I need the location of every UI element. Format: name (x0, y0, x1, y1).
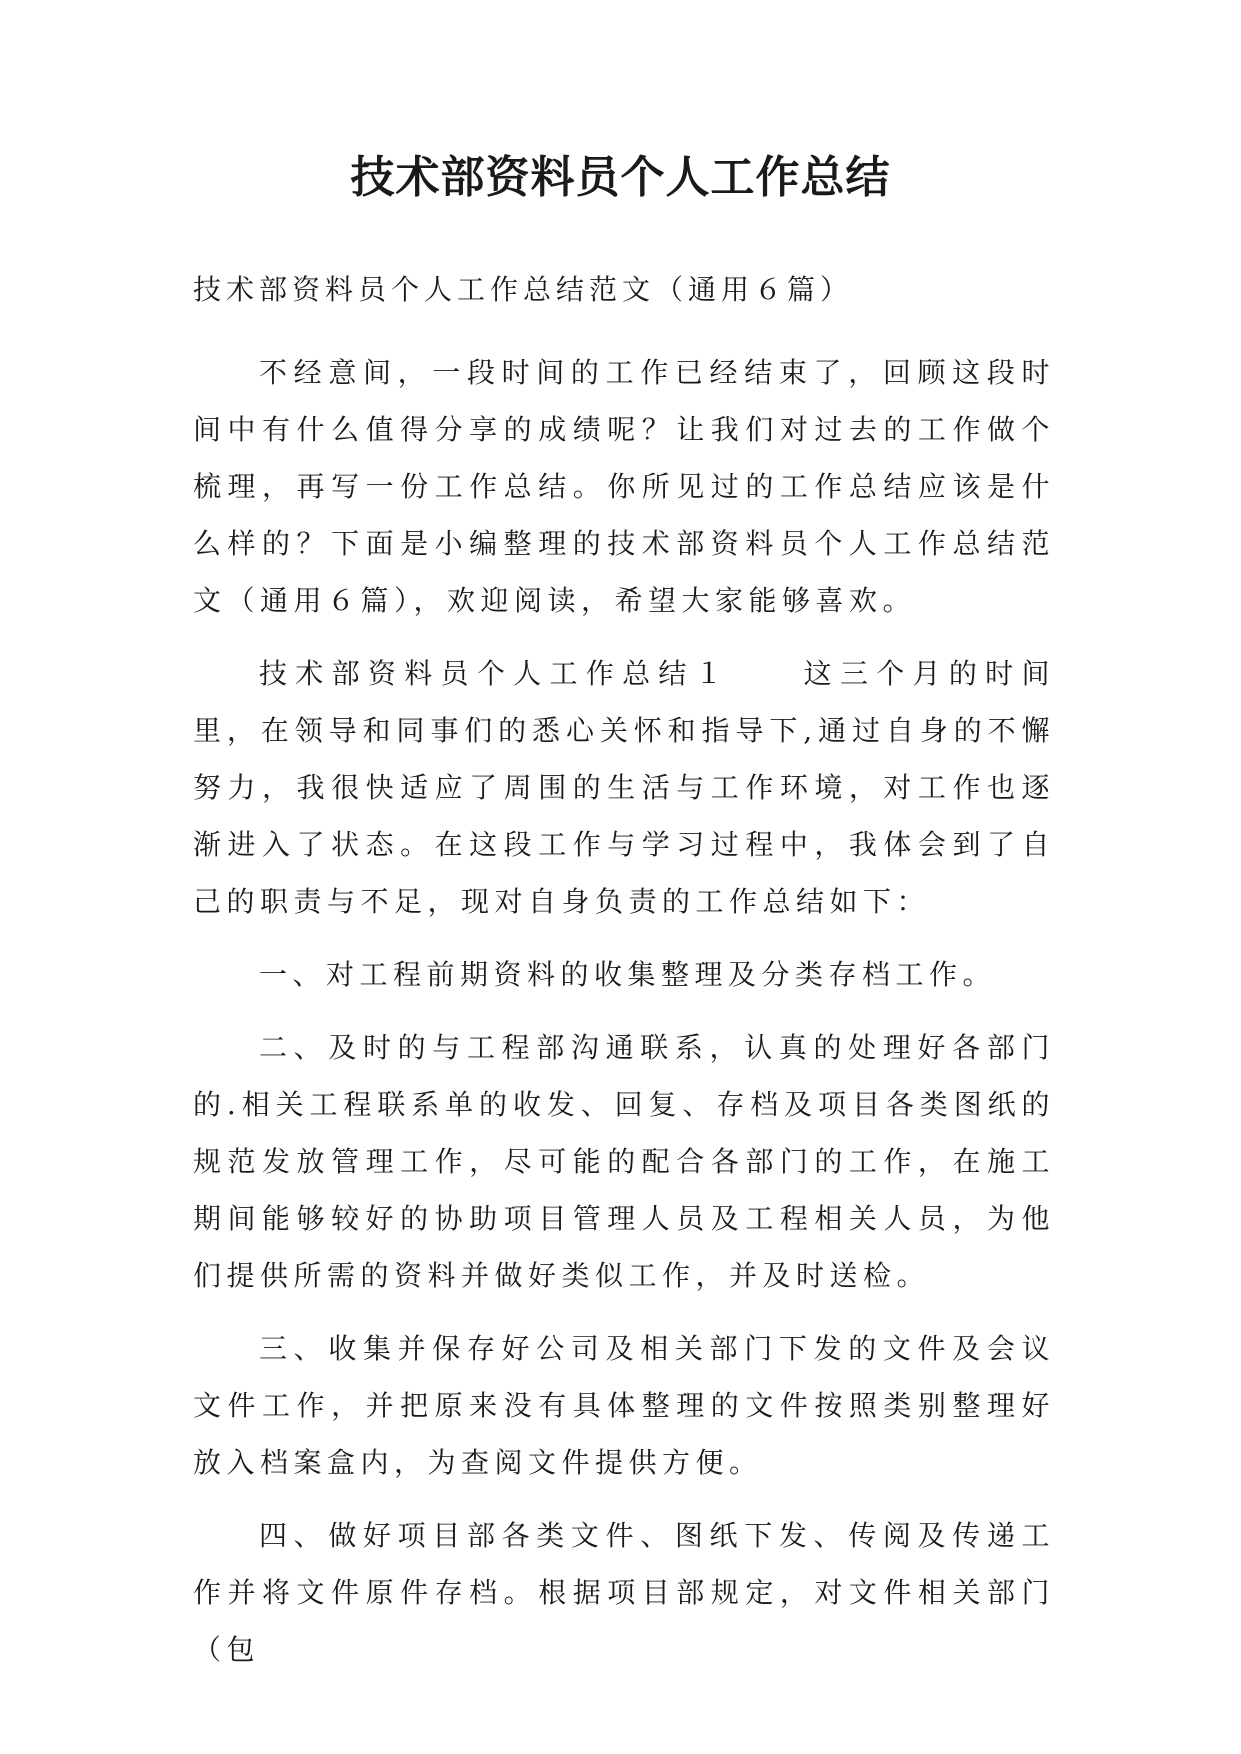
paragraph-summary-1: 技术部资料员个人工作总结１ 这三个月的时间里，在领导和同事们的悉心关怀和指导下,通过自身的不懈努力，我很快适应了周围的生活与工作环境，对工作也逐渐进入了状态。在这段工作与学习过程中，我体会到了自己的职责与不足，现对自身负责的工作总结如下： (193, 657, 1055, 918)
paragraph-item-4: 四、做好项目部各类文件、图纸下发、传阅及传递工作并将文件原件存档。根据项目部规定，对文件相关部门（包 (193, 1519, 1055, 1666)
document-subtitle: 技术部资料员个人工作总结范文（通用６篇） (193, 273, 854, 306)
paragraph-item-2: 二、及时的与工程部沟通联系，认真的处理好各部门的.相关工程联系单的收发、回复、存档及项目各类图纸的规范发放管理工作，尽可能的配合各部门的工作，在施工期间能够较好的协助项目管理人员及工程相关人员，为他们提供所需的资料并做好类似工作，并及时送检。 (193, 1031, 1055, 1292)
paragraph-item-1: 一、对工程前期资料的收集整理及分类存档工作。 (259, 958, 997, 991)
document-body (193, 344, 1055, 1694)
paragraph-intro: 不经意间，一段时间的工作已经结束了，回顾这段时间中有什么值得分享的成绩呢？让我们对过去的工作做个梳理，再写一份工作总结。你所见过的工作总结应该是什么样的？下面是小编整理的技术部资料员个人工作总结范文（通用６篇），欢迎阅读，希望大家能够喜欢。 (193, 356, 1055, 617)
document-title: 技术部资料员个人工作总结 (350, 152, 891, 203)
paragraph-item-3: 三、收集并保存好公司及相关部门下发的文件及会议文件工作，并把原来没有具体整理的文件按照类别整理好放入档案盒内，为查阅文件提供方便。 (193, 1332, 1055, 1479)
